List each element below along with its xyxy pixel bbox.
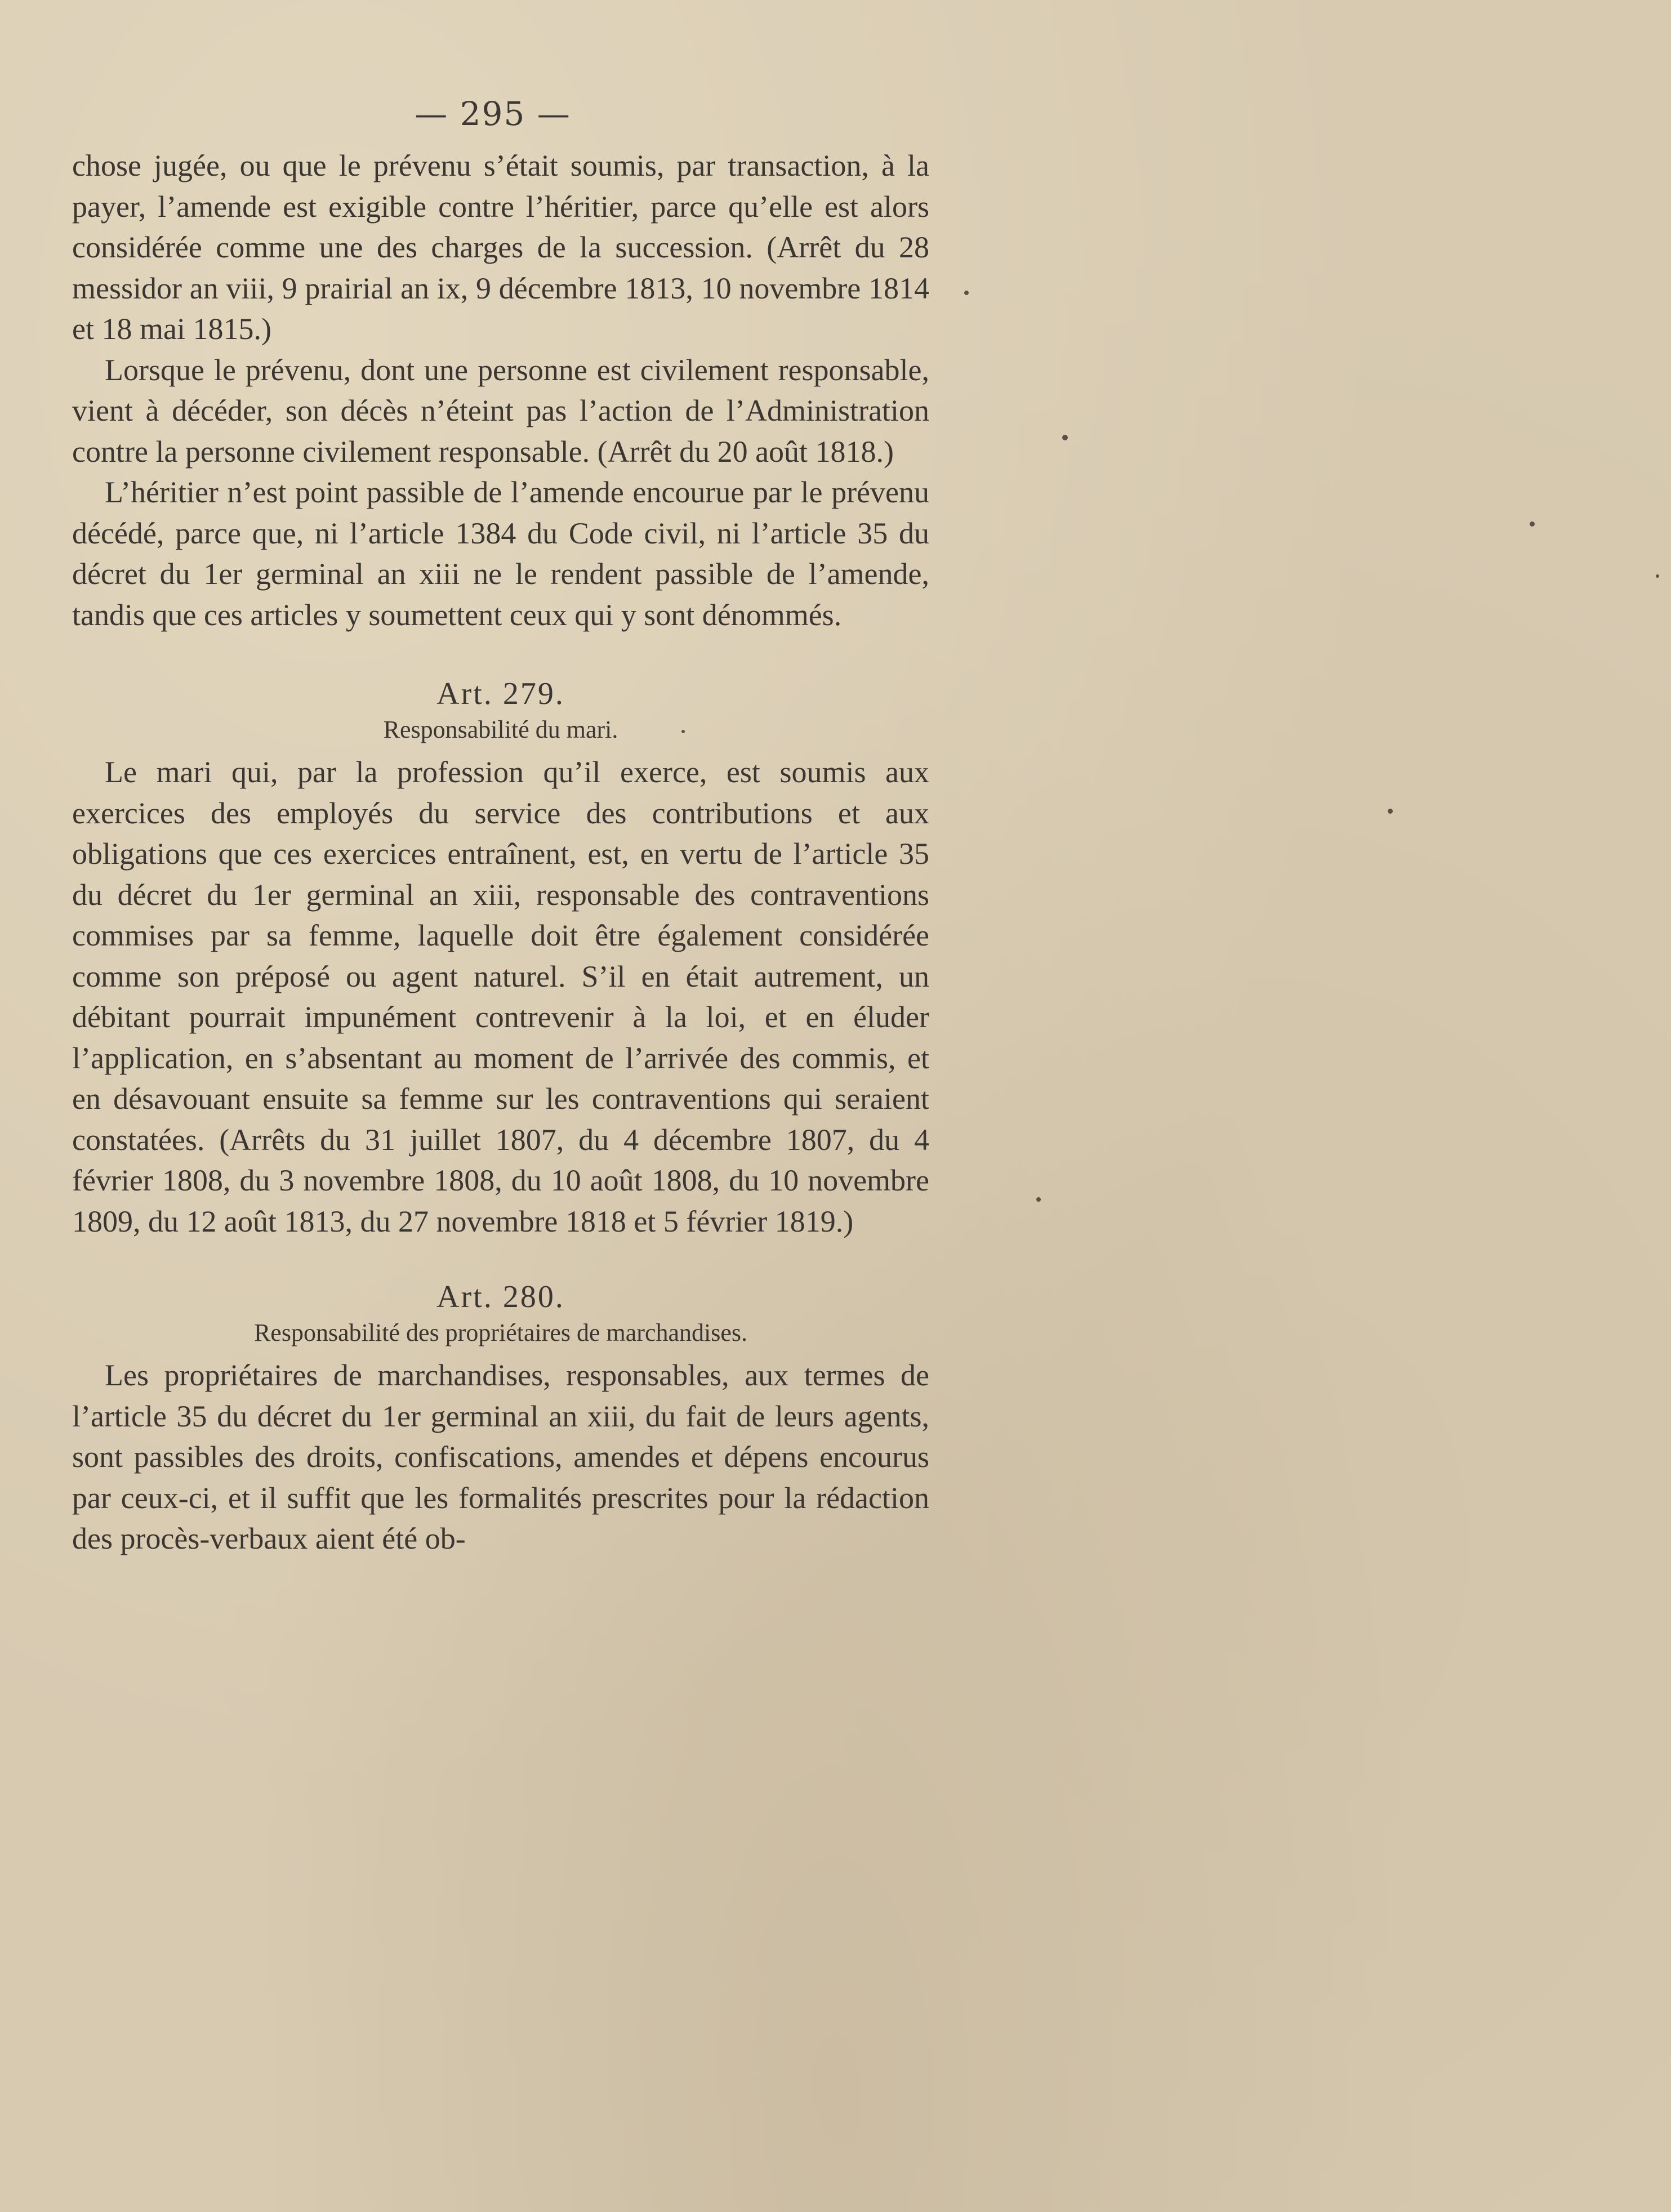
- article-279-heading: Art. 279.: [436, 676, 565, 711]
- article-279-text: Le mari qui, par la profession qu’il exerce, est soumis aux exercices des employés du service des contributions et aux obligations que ces exercices entraînent, est, en vertu de l’article 35 du décret du 1er germinal an xiii, responsable des contraventions commises par sa femme, laquelle doit être également considérée comme son préposé ou agent naturel. S’il en était autrement, un débitant pourrait impunément contrevenir à la loi, et en éluder l’application, en s’absentant au moment de l’arrivée des commis, et en désavouant ensuite sa femme sur les contraventions qui seraient constatées. (Arrêts du 31 juillet 1807, du 4 décembre 1807, du 4 février 1808, du 3 novembre 1808, du 10 août 1808, du 10 novembre 1809, du 12 août 1813, du 27 novembre 1818 et 5 février 1819.): [72, 755, 929, 1238]
- article-280-heading: Art. 280.: [436, 1279, 565, 1314]
- paper-speck: [964, 291, 969, 295]
- paper-speck: [1530, 521, 1535, 527]
- paper-speck: [1388, 809, 1393, 814]
- paragraph-continuation: chose jugée, ou que le prévenu s’était soumis, par transaction, à la payer, l’amende est exigible contre l’héritier, parce qu’elle est alors considérée comme une des charges de la succession. (Arrêt du 28 messidor an viii, 9 prairial an ix, 9 décembre 1813, 10 novembre 1814 et 18 mai 1815.): [72, 149, 929, 346]
- article-280-subheading: Responsabilité des propriétaires de marchandises.: [253, 1319, 748, 1346]
- paragraph-heir-liability: L’héritier n’est point passible de l’amende encourue par le prévenu décédé, parce que, ni l’article 1384 du Code civil, ni l’article 35 du décret du 1er germinal an xiii ne le rendent passible de l’amende, tandis que ces articles y soumettent ceux qui y sont dénommés.: [72, 475, 929, 632]
- paper-speck: [681, 730, 685, 733]
- article-279-subheading: Responsabilité du mari.: [383, 716, 618, 743]
- body-text: [72, 145, 929, 1559]
- article-280-text: Les propriétaires de marchandises, responsables, aux termes de l’article 35 du décret du 1er germinal an xiii, du fait de leurs agents, sont passibles des droits, confiscations, amendes et dépens encourus par ceux-ci, et il suffit que les formalités prescrites pour la rédaction des procès-verbaux aient été ob-: [72, 1358, 929, 1555]
- paragraph-civil-responsibility: Lorsque le prévenu, dont une personne est civilement responsable, vient à décéder, son décès n’éteint pas l’action de l’Administration contre la personne civilement responsable. (Arrêt du 20 août 1818.): [72, 353, 929, 469]
- paper-speck: [1062, 435, 1068, 440]
- paper-speck: [1036, 1197, 1041, 1202]
- page-number: — 295 —: [415, 95, 571, 133]
- paper-speck: [1656, 574, 1659, 578]
